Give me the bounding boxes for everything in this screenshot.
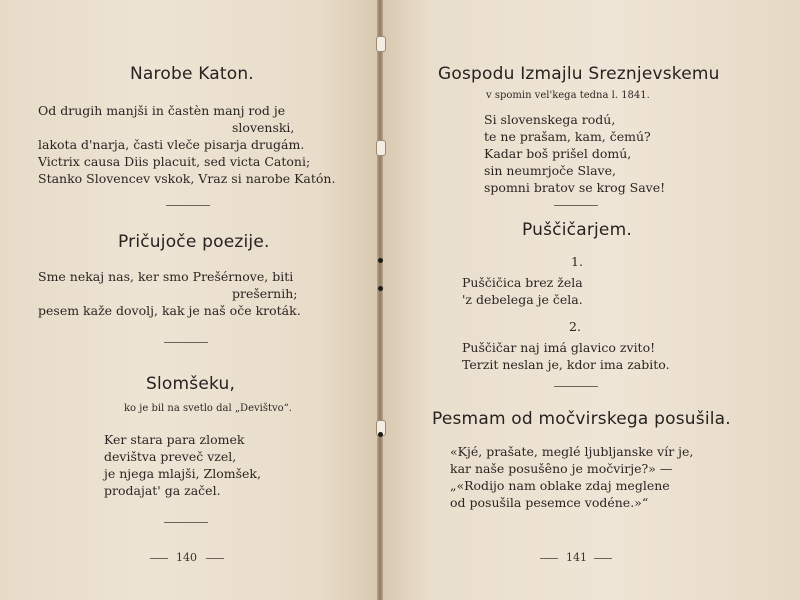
poem-line: lakota d'narja, časti vleče pisarja drugám.	[38, 137, 305, 152]
poem-line: „«Rodijo nam oblake zdaj meglene	[450, 478, 670, 493]
poem-line: Stanko Slovencev vskok, Vraz si narobe Katón.	[38, 171, 336, 186]
book-spine	[377, 0, 383, 600]
binding-stitch	[376, 36, 386, 52]
poem-line: devištva preveč vzel,	[104, 449, 237, 464]
poem-line: od posušila pesemce vodéne.»“	[450, 495, 649, 510]
left-page	[0, 0, 378, 600]
poem-line: pesem kaže dovolj, kak je naš oče kroták.	[38, 303, 301, 318]
section-divider	[164, 522, 208, 523]
poem-title-narobe-katon: Narobe Katon.	[130, 64, 254, 84]
folio-dash	[206, 558, 224, 559]
section-number: 2.	[569, 319, 581, 334]
section-divider	[164, 342, 208, 343]
page-number-left: 140	[176, 551, 197, 564]
poem-line: Terzit neslan je, kdor ima zabito.	[462, 357, 670, 372]
poem-line: Kadar boš prišel domú,	[484, 146, 632, 161]
poem-title-sreznjevskemu: Gospodu Izmajlu Sreznjevskemu	[438, 64, 720, 84]
poem-line: Puščičica brez žela	[462, 275, 583, 290]
poem-line: «Kjé, prašate, meglé ljubljanske vír je,	[450, 444, 694, 459]
page-number-right: 141	[566, 551, 587, 564]
folio-dash	[150, 558, 168, 559]
binding-hole	[378, 286, 383, 291]
poem-line: slovenski,	[232, 120, 295, 135]
poem-title-puscicarjem: Puščičarjem.	[522, 220, 632, 240]
poem-line: prešernih;	[232, 286, 298, 301]
poem-line: Victrix causa Diis placuit, sed victa Catoni;	[38, 154, 311, 169]
poem-line: Sme nekaj nas, ker smo Prešérnove, biti	[38, 269, 294, 284]
poem-line: kar naše posušêno je močvirje?» —	[450, 461, 673, 476]
poem-line: spomni bratov se krog Save!	[484, 180, 666, 195]
section-divider	[554, 386, 598, 387]
poem-line: sin neumrjoče Slave,	[484, 163, 616, 178]
poem-line: Puščičar naj imá glavico zvito!	[462, 340, 656, 355]
section-divider	[554, 205, 598, 206]
section-number: 1.	[571, 254, 583, 269]
folio-dash	[540, 558, 558, 559]
section-divider	[166, 205, 210, 206]
poem-title-pricujoce-poezije: Pričujoče poezije.	[118, 232, 270, 252]
poem-line: te ne prašam, kam, čemú?	[484, 129, 651, 144]
poem-line: je njega mlajši, Zlomšek,	[104, 466, 261, 481]
binding-hole	[378, 258, 383, 263]
poem-title-pesmam: Pesmam od močvirskega posušila.	[432, 409, 731, 429]
poem-title-slomseku: Slomšeku,	[146, 374, 236, 394]
poem-line: Od drugih manjši in častèn manj rod je	[38, 103, 286, 118]
folio-dash	[594, 558, 612, 559]
binding-hole	[378, 432, 383, 437]
poem-line: Si slovenskega rodú,	[484, 112, 616, 127]
poem-line: 'z debelega je čela.	[462, 292, 583, 307]
poem-subtitle: ko je bil na svetlo dal „Devištvo“.	[124, 403, 292, 414]
binding-stitch	[376, 140, 386, 156]
poem-subtitle: v spomin vel'kega tedna l. 1841.	[486, 90, 650, 101]
poem-line: Ker stara para zlomek	[104, 432, 245, 447]
poem-line: prodajat' ga začel.	[104, 483, 221, 498]
